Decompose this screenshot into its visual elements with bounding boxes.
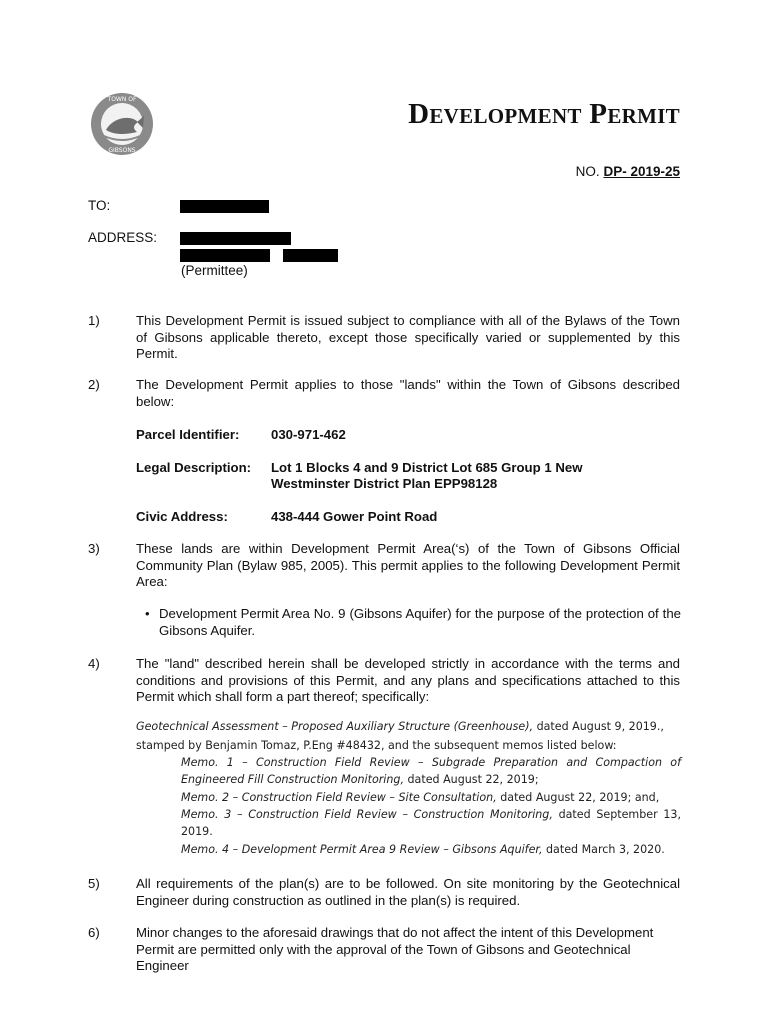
dp-area-text: Development Permit Area No. 9 (Gibsons Aquifer) for the purpose of the protection of the Gibsons Aquifer. xyxy=(159,606,681,638)
geo-title: Geotechnical Assessment – Proposed Auxiliary Structure (Greenhouse), xyxy=(136,720,534,733)
clause-number: 5) xyxy=(88,876,100,891)
memo1-title2: Engineered Fill Construction Monitoring, xyxy=(181,773,404,786)
civic-address-value: 438-444 Gower Point Road xyxy=(271,509,438,524)
title-cap-p: P xyxy=(589,98,608,130)
title-rest-ermit: ERMIT xyxy=(607,104,680,128)
redaction-bar xyxy=(283,249,338,262)
to-label: TO: xyxy=(88,198,111,213)
logo-text-top: TOWN OF xyxy=(107,96,137,103)
memo-1 xyxy=(181,754,681,772)
geo-stamp: stamped by Benjamin Tomaz, P.Eng #48432, and the subsequent memos listed below: xyxy=(136,739,617,752)
title-cap-d: D xyxy=(408,98,430,130)
legal-description-label: Legal Description: xyxy=(136,460,252,475)
clause-text: The "land" described herein shall be developed strictly in accordance with the terms and conditions and provisions of this Permit, and any plans and specifications attached to this Permit which shall form a part thereof; specifically: xyxy=(136,656,680,705)
legal-description-line2: Westminster District Plan EPP98128 xyxy=(271,476,498,491)
clause-text: The Development Permit applies to those "lands" within the Town of Gibsons described below: xyxy=(136,377,680,409)
memo-4 xyxy=(181,841,665,859)
memo2-date: dated August 22, 2019; and, xyxy=(496,791,660,804)
civic-address-label: Civic Address: xyxy=(136,509,228,524)
address-label: ADDRESS: xyxy=(88,230,158,245)
memo-1-cont xyxy=(181,771,539,789)
clause-number: 4) xyxy=(88,656,100,671)
memo4-date: dated March 3, 2020. xyxy=(542,843,665,856)
redaction-bar xyxy=(180,249,270,262)
redaction-bar xyxy=(180,232,291,245)
memo3-title: Memo. 3 – Construction Field Review – Construction Monitoring, xyxy=(181,808,553,821)
memo-3-year: 2019. xyxy=(181,825,213,838)
parcel-identifier-label: Parcel Identifier: xyxy=(136,427,240,442)
logo-text-bottom: GIBSONS xyxy=(108,147,136,154)
bullet: • xyxy=(145,606,150,621)
permit-number xyxy=(576,164,680,179)
memo4-title: Memo. 4 – Development Permit Area 9 Review – Gibsons Aquifer, xyxy=(181,843,543,856)
redaction-bar xyxy=(180,200,269,213)
clause-text: All requirements of the plan(s) are to be followed. On site monitoring by the Geotechnical Engineer during construction as outlined in the plan(s) is required. xyxy=(136,876,680,908)
permit-number-label: NO. xyxy=(575,164,600,179)
clause-text: This Development Permit is issued subject to compliance with all of the Bylaws of the Town of Gibsons applicable thereto, except those specifically varied or supplemented by this Permit. xyxy=(136,313,680,362)
clause-text: These lands are within Development Permit Area(‘s) of the Town of Gibsons Official Community Plan (Bylaw 985, 2005). This permit applies to the following Development Permit Area: xyxy=(136,541,680,590)
memo2-title: Memo. 2 – Construction Field Review – Site Consultation, xyxy=(181,791,497,804)
permit-number-value: DP- 2019-25 xyxy=(603,164,680,179)
clause-number: 3) xyxy=(88,541,100,556)
clause-text: Minor changes to the aforesaid drawings that do not affect the intent of this Development Permit are permitted only with the approval of the Town of Gibsons and Geotechnical Engineer xyxy=(136,925,654,974)
memo3-date: dated September 13, xyxy=(552,808,681,821)
geotechnical-assessment xyxy=(136,718,682,736)
clause-number: 6) xyxy=(88,925,100,940)
memo1-date: dated August 22, 2019; xyxy=(403,773,539,786)
parcel-identifier-value: 030-971-462 xyxy=(271,427,346,442)
geo-date: dated August 9, 2019., xyxy=(533,720,664,733)
title-rest-evelopment: EVELOPMENT xyxy=(429,104,582,128)
memo-3 xyxy=(181,806,681,824)
clause-number: 1) xyxy=(88,313,100,328)
memo1-title: Memo. 1 – Construction Field Review – Subgrade Preparation and Compaction of xyxy=(181,756,681,769)
memo-2 xyxy=(181,789,659,807)
town-of-gibsons-logo xyxy=(90,92,154,156)
page-title xyxy=(340,98,680,131)
clause-number: 2) xyxy=(88,377,100,392)
legal-description-line1: Lot 1 Blocks 4 and 9 District Lot 685 Group 1 New xyxy=(271,460,583,475)
permittee-label: (Permittee) xyxy=(181,263,248,278)
